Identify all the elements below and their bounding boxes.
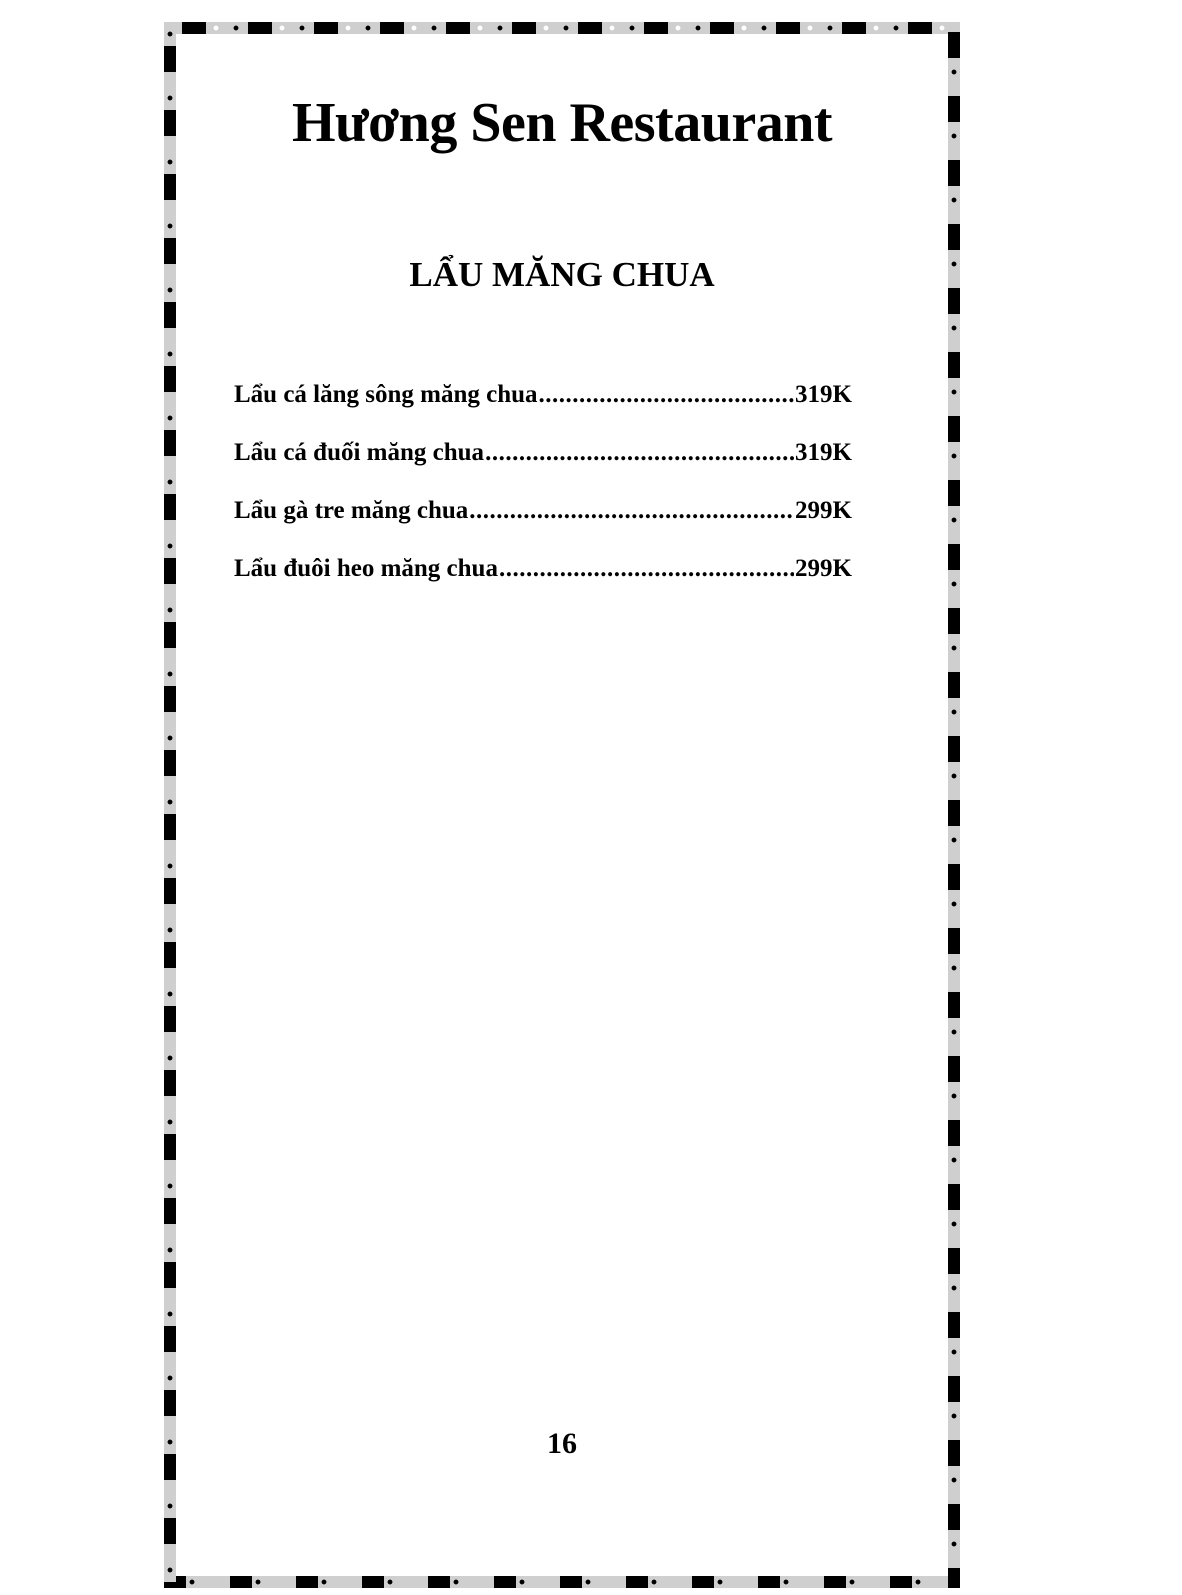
menu-item-price: 319K <box>795 381 852 408</box>
menu-item-price: 299K <box>795 555 852 582</box>
page-number: 16 <box>547 1427 577 1460</box>
menu-item-name: Lẩu đuôi heo măng chua <box>234 555 498 582</box>
dot-leader <box>499 548 794 590</box>
dot-leader <box>539 374 795 416</box>
menu-item-name: Lẩu cá lăng sông măng chua <box>234 381 538 408</box>
menu-item <box>234 490 852 548</box>
menu-item-name: Lẩu cá đuối măng chua <box>234 439 485 466</box>
dot-leader <box>469 490 794 532</box>
restaurant-title: Hương Sen Restaurant <box>292 92 832 154</box>
menu-item <box>234 548 852 606</box>
section-title: LẨU MĂNG CHUA <box>409 255 715 294</box>
dot-leader <box>485 432 794 474</box>
decorative-border-top <box>164 22 960 34</box>
decorative-border-bottom <box>164 1576 960 1588</box>
menu-list <box>234 374 852 606</box>
menu-item-name: Lẩu gà tre măng chua <box>234 497 469 524</box>
menu-item-price: 299K <box>795 497 852 524</box>
menu-item <box>234 374 852 432</box>
menu-item-price: 319K <box>795 439 852 466</box>
menu-item <box>234 432 852 490</box>
